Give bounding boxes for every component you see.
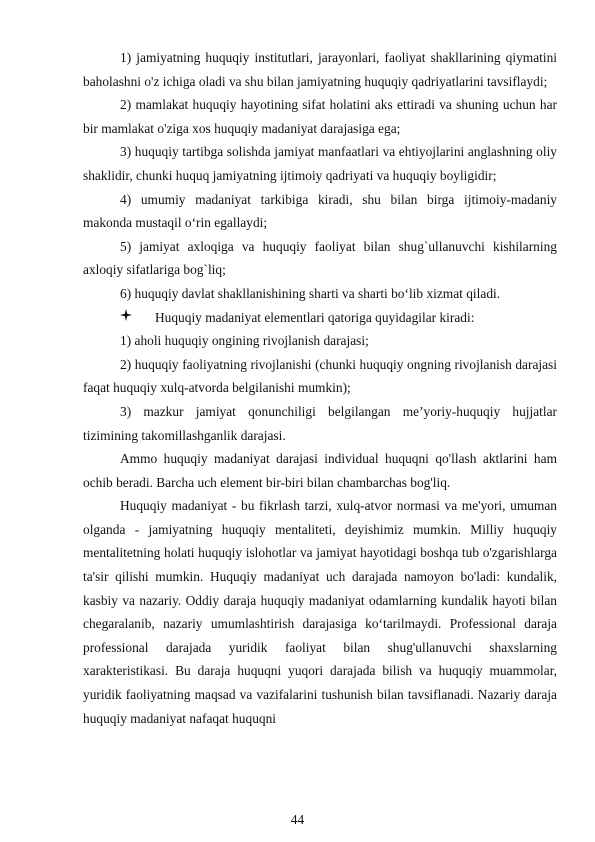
bullet-heading-text: Huquqiy madaniyat elementlari qatoriga quyidagilar kiradi: <box>155 309 475 325</box>
paragraph-item-3: 3) huquqiy tartibga solishda jamiyat manfaatlari va ehtiyojlarini anglashning oliy shaklidir, chunki huquq jamiyatning ijtimoiy qadriyati va huquqiy boyligidir; <box>83 144 557 183</box>
document-body <box>83 46 557 730</box>
element-item-1: 1) aholi huquqiy ongining rivojlanish darajasi; <box>120 333 369 349</box>
bullet-heading <box>83 306 557 330</box>
paragraph-item-4: 4) umumiy madaniyat tarkibiga kiradi, shu bilan birga ijtimoiy-madaniy makonda mustaqil o‘rin egallaydi; <box>83 191 557 231</box>
page-number: 44 <box>290 812 305 827</box>
element-item-3: 3) mazkur jamiyat qonunchiligi belgilangan me’yoriy-huquqiy hujjatlar tizimining takomillashganlik darajasi. <box>83 403 557 443</box>
element-item-2: 2) huquqiy faoliyatning rivojlanishi (chunki huquqiy ongning rivojlanish darajasi faqat huquqiy xulq-atvorda belgilanishi mumkin); <box>83 356 557 396</box>
paragraph-item-1: 1) jamiyatning huquqiy institutlari, jarayonlari, faoliyat shakllarining qiymatini baholashni o'z ichiga oladi va shu bilan jamiyatning huquqiy qadriyatlarini tavsiflaydi; <box>83 50 557 89</box>
paragraph-item-6: 6) huquqiy davlat shakllanishining sharti va sharti bo‘lib xizmat qiladi. <box>120 285 501 301</box>
diamond-bullet-icon <box>120 306 134 330</box>
paragraph-definition: Huquqiy madaniyat - bu fikrlash tarzi, xulq-atvor normasi va me'yori, umuman olganda - jamiyatning huquqiy mentaliteti, deyishimiz mumkin. Milliy huquqiy mentalitetning holati huquqiy islohotlar va jamiyat hayotidagi boshqa tub o'zgarishlarga ta'sir qilishi mumkin. Huquqiy madaniyat uch darajada namoyon bo'ladi: kundalik, kasbiy va nazariy. Oddiy daraja huquqiy madaniyat odamlarning kundalik hayoti bilan chegaralanib, nazariy umumlashtirish darajasiga ko‘tarilmaydi. Professional daraja professional darajada yuridik faoliyat bilan shug'ullanuvchi shaxslarning xarakteristikasi. Bu daraja huquqni yuqori darajada bilish va huquqiy muammolar, yuridik faoliyatning maqsad va vazifalarini tushunish bilan tavsiflanadi. Nazariy daraja huquqiy madaniyat nafaqat huquqni <box>83 498 557 726</box>
paragraph-ammo: Ammo huquqiy madaniyat darajasi individual huquqni qo'llash aktlarini ham ochib beradi. Barcha uch element bir-biri bilan chambarchas bog'liq. <box>83 451 557 490</box>
paragraph-item-2: 2) mamlakat huquqiy hayotining sifat holatini aks ettiradi va shuning uchun har bir mamlakat o'ziga xos huquqiy madaniyat darajasiga ega; <box>83 97 557 136</box>
paragraph-item-5: 5) jamiyat axloqiga va huquqiy faoliyat bilan shug`ullanuvchi kishilarning axloqiy sifatlariga bog`liq; <box>83 238 557 278</box>
